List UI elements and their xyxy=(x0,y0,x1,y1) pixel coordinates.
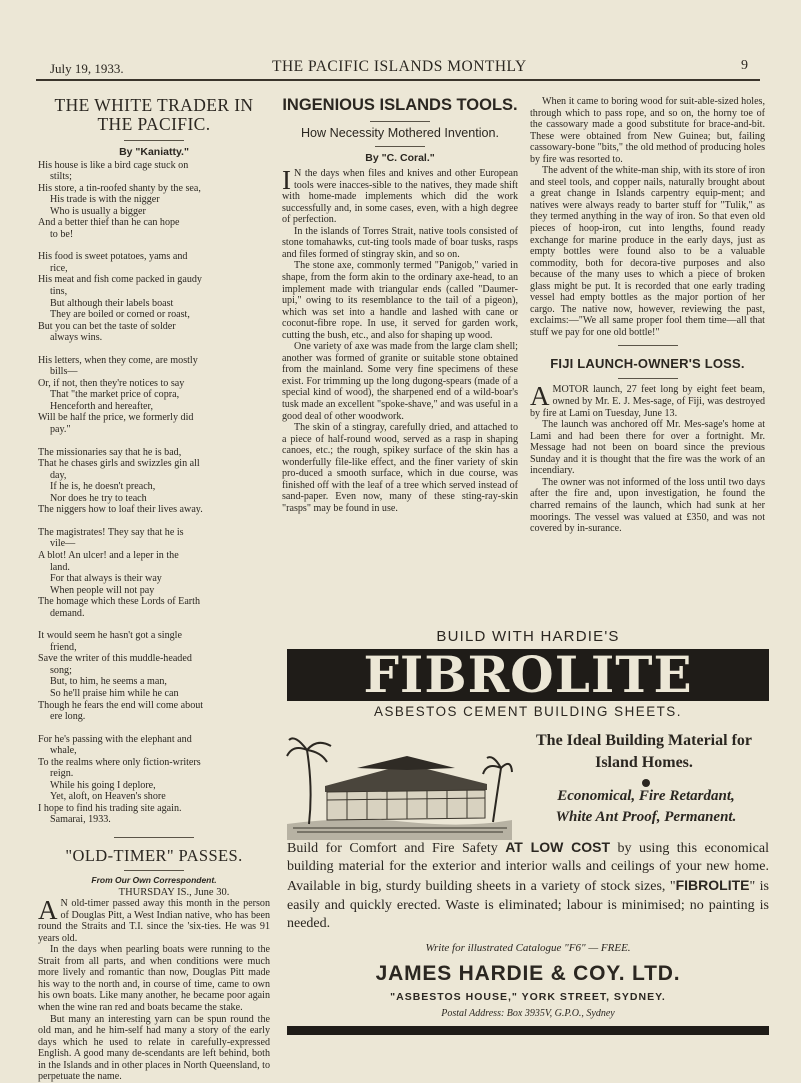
drop-cap: A xyxy=(530,381,550,412)
drop-cap: A xyxy=(38,895,58,926)
poem-stanza xyxy=(38,527,270,619)
ad-body-a: Build for Comfort and Fire Safety xyxy=(287,841,506,856)
poem-stanza xyxy=(38,251,270,343)
ad-postal-address: Postal Address: Box 3935V, G.P.O., Sydney xyxy=(441,1008,615,1019)
verse-line: The magistrates! They say that he is xyxy=(38,526,184,538)
paragraph xyxy=(38,944,270,1013)
paragraph-text: One variety of axe was made from the large clam shell; another was formed of granite or suitable stone obtained from the mainland. Some very fine specimens of these exist. For trimming up the long dugong-spears (made of a special kind of wood), the sharpened end of a wild-boar's tusk made an excellent "spoke-shave," and was useful in a good deal of other woodwork. xyxy=(282,341,518,422)
oldtimer-from: From Our Own Correspondent. xyxy=(91,874,217,885)
verse-line: But although their labels boast xyxy=(50,297,174,309)
verse-line: If he is, he doesn't preach, xyxy=(50,481,156,493)
verse-line: Yet, aloft, on Heaven's shore xyxy=(50,791,166,803)
poem-stanza xyxy=(38,355,270,436)
verse-line: For that always is their way xyxy=(50,573,162,585)
poem-byline: By "Kaniatty." xyxy=(119,146,189,158)
tools-title: INGENIOUS ISLANDS TOOLS. xyxy=(282,96,518,114)
oldtimer-body xyxy=(38,895,270,1083)
paragraph xyxy=(282,422,518,514)
verse-line: vile— xyxy=(50,538,76,550)
ad-address: "ASBESTOS HOUSE," YORK STREET, SYDNEY. xyxy=(390,991,666,1003)
title-rule xyxy=(618,378,678,379)
verse-line: Or, if not, then they're notices to say xyxy=(38,377,185,389)
paragraph-text: The skin of a stingray, carefully dried, and attached to a piece of half-round wood, served as a rasp in shaping canoes, etc.; the rough, spikey surface of the skin has a wonderfully file-like effect, and the finer variety of skin pro-duced a smooth surface, which in due course, was finished off with the leaf of a tree which served instead of sand-paper. Even now, many of these sting-ray-skin "rasps" may be found in use. xyxy=(282,422,518,514)
verse-line: Samarai, 1933. xyxy=(50,814,111,826)
paragraph xyxy=(282,165,518,226)
verse-line: bills— xyxy=(50,366,78,378)
ad-company-name: JAMES HARDIE & COY. LTD. xyxy=(375,962,681,985)
paragraph xyxy=(530,96,765,165)
title-rule xyxy=(370,121,430,122)
page-number: 9 xyxy=(741,58,748,73)
paragraph-text: The stone axe, commonly termed "Panigob," varied in shape, from the form akin to the ordinary axe-head, to an implement made with triangular ends (called "Daumer-upi," owing to its resemblance to the tail of a pigeon), which was set into a handle and lashed with cane or coconut-fibre rope. In use, it served for garden work, cutting the bush, etc., and also for shaping up wood. xyxy=(282,260,518,341)
verse-line: To the realms where only fiction-writers xyxy=(38,756,201,768)
ad-bottom-bar xyxy=(287,1026,769,1035)
paragraph-text: In the days when pearling boats were running to the Strait from all parts, and when conditions were much more lively and romantic than now, Douglas Pitt made his way to the north and, in course of time, came to own his own boats. Like many another, he became poor again when the wine ran red and boats became the stake. xyxy=(38,944,270,1013)
paragraph-text: When it came to boring wood for suit-able-sized holes, through which to pass rope, and so on, the horny toe of the cassowary made a good substitute for brace-and-bit. These were obtained from New Guinea; but, failing cassowary-bone "bits," the old method of producing holes by fire was resorted to. xyxy=(530,96,765,165)
verse-line: So he'll praise him while he can xyxy=(50,687,179,699)
poem-stanza xyxy=(38,447,270,516)
verse-line: For he's passing with the elephant and xyxy=(38,733,192,745)
verse-line: friend, xyxy=(50,641,77,653)
poem-body xyxy=(38,160,270,826)
paragraph xyxy=(530,419,765,477)
verse-line: demand. xyxy=(50,607,85,619)
verse-line: Though he fears the end will come about xyxy=(38,699,204,711)
ad-build-line: BUILD WITH HARDIE'S xyxy=(436,628,620,645)
ad-features-line2: White Ant Proof, Permanent. xyxy=(555,809,737,825)
journal-title: THE PACIFIC ISLANDS MONTHLY xyxy=(272,58,527,75)
verse-line: His food is sweet potatoes, yams and xyxy=(38,251,188,263)
paragraph-text: MOTOR launch, 27 feet long by eight feet beam, owned by Mr. E. J. Mes-sage, of Fiji, was destroyed by fire at Lami on Tuesday, June 13. xyxy=(530,384,765,419)
paragraph-text: The launch was anchored off Mr. Mes-sage's home at Lami and had been there for over a fortnight. Mr. Message had not been on board since the previous Sunday and it is thought that the fire was the work of an incendiary. xyxy=(530,419,765,477)
verse-line: That he chases girls and swizzles gin all xyxy=(38,458,200,470)
verse-line: song; xyxy=(50,664,72,676)
poem-title: THE WHITE TRADER IN THE PACIFIC. xyxy=(54,95,254,134)
poem-stanza xyxy=(38,630,270,722)
header-rule xyxy=(36,79,760,81)
issue-date: July 19, 1933. xyxy=(50,61,124,76)
verse-line: His trade is with the nigger xyxy=(50,194,160,206)
page-header xyxy=(50,58,760,80)
verse-line: The niggers how to loaf their lives away. xyxy=(38,504,203,516)
ad-body-c: " is easily and quickly erected. Waste is eliminated; labour is minimised; no painting is needed. xyxy=(287,879,769,931)
verse-line: And a better thief than he can hope xyxy=(38,217,180,229)
column-left xyxy=(38,96,270,1083)
ad-ideal-heading: The Ideal Building Material for Island Homes. xyxy=(536,732,752,771)
paragraph xyxy=(38,895,270,944)
ad-body-copy xyxy=(287,838,769,933)
verse-line: But, to him, he seems a man, xyxy=(50,676,167,688)
verse-line: whale, xyxy=(50,745,77,757)
verse-line: His meat and fish come packed in gaudy xyxy=(38,274,202,286)
paragraph-text: N old-timer passed away this month in the person of Douglas Pitt, a West Indian native, who has been round the Straits and T.I. since the 'six-ties. He was 91 years old. xyxy=(38,898,270,944)
verse-line: pay." xyxy=(50,424,71,436)
house-illustration xyxy=(287,728,512,840)
title-rule xyxy=(375,146,425,147)
fiji-title: FIJI LAUNCH-OWNER'S LOSS. xyxy=(550,356,745,372)
verse-line: While his going I deplore, xyxy=(50,779,156,791)
fibrolite-advertisement xyxy=(287,628,769,1040)
verse-line: But you can bet the taste of solder xyxy=(38,320,176,332)
oldtimer-dateline: THURSDAY IS., June 30. xyxy=(118,886,230,898)
verse-line: Who is usually a bigger xyxy=(50,205,146,217)
column-middle xyxy=(282,96,518,515)
ad-fibrolite-inline: FIBROLITE xyxy=(675,877,750,894)
verse-line: Henceforth and hereafter, xyxy=(50,400,153,412)
tools-continued xyxy=(530,96,765,338)
verse-line: The homage which these Lords of Earth xyxy=(38,596,201,608)
paragraph xyxy=(282,341,518,422)
verse-line: stilts; xyxy=(50,171,72,183)
ad-catalogue-offer: Write for illustrated Catalogue "F6" — FREE. xyxy=(425,942,631,954)
paragraph-text: In the islands of Torres Strait, native tools consisted of stone tomahawks, cut-ting tools made of boar tusks, rasps and files formed of stingray skin, and so on. xyxy=(282,225,518,260)
tools-subtitle: How Necessity Mothered Invention. xyxy=(300,126,500,140)
paragraph-text: The advent of the white-man ship, with its store of iron and steel tools, and copper nails, naturally brought about a great change in Islands carpentry equip-ment; and natives were always ready to barter stuff for "Tulik," as they termed anything in the way of iron. So that even old pieces of hoop-iron, cut into lengths, found ready exchange for marine produce in the early days, just as empty bottles were found also to be a valuable commodity, both for decora-tive purposes and also because of the many uses to which a piece of broken glass might be put. It is recorded that one early trading vessel had empty bottles as the major portion of her cargo. The native now, however, reviewing the past, exclaims:—"We all same proper fool them time—all that stuff we pay for one old bottle!" xyxy=(530,165,765,338)
ad-tagline: ASBESTOS CEMENT BUILDING SHEETS. xyxy=(374,704,682,719)
verse-line: When people will not pay xyxy=(50,584,155,596)
verse-line: to be! xyxy=(50,228,74,240)
verse-line: That "the market price of copra, xyxy=(50,389,180,401)
verse-line: The missionaries say that he is bad, xyxy=(38,446,182,458)
verse-line: always wins. xyxy=(50,332,103,344)
paragraph xyxy=(282,260,518,341)
oldtimer-title: "OLD-TIMER" PASSES. xyxy=(65,845,243,865)
verse-line: Save the writer of this muddle-headed xyxy=(38,653,192,665)
verse-line: His store, a tin-roofed shanty by the sea, xyxy=(38,182,201,194)
poem-stanza xyxy=(38,734,270,826)
verse-line: day, xyxy=(50,469,67,481)
verse-line: reign. xyxy=(50,768,74,780)
title-rule xyxy=(124,140,184,141)
verse-line: His letters, when they come, are mostly xyxy=(38,354,198,366)
section-rule xyxy=(114,837,194,838)
verse-line: land. xyxy=(50,561,70,573)
title-rule xyxy=(124,870,184,871)
verse-line: I hope to find his trading site again. xyxy=(38,802,182,814)
paragraph-text: N the days when files and knives and other European tools were inacces-sible to the natives, they made shift with home-made implements which did the work successfully and, in some cases, even, with a high degree of perfection. xyxy=(282,168,518,226)
paragraph-text: The owner was not informed of the loss until two days after the fire and, upon investigation, he found the charred remains of the launch, which had sunk at her moorings. The vessel was valued at £350, and was not covered by in-surance. xyxy=(530,476,765,535)
paragraph xyxy=(530,381,765,419)
verse-line: They are boiled or corned or roast, xyxy=(50,309,190,321)
verse-line: ere long. xyxy=(50,711,86,723)
ad-low-cost: AT LOW COST xyxy=(505,839,611,855)
drop-cap: I xyxy=(282,165,291,196)
fibrolite-logo: FIBROLITE xyxy=(287,649,769,701)
paragraph xyxy=(530,165,765,338)
ad-body-b: by using this economical building material for the exterior and interior walls and ceilings of your new home. Available in big, sturdy building sheets in a variety of stock sizes, " xyxy=(287,841,769,895)
paragraph xyxy=(38,1014,270,1083)
poem-stanza xyxy=(38,160,270,241)
verse-line: A blot! An ulcer! and a leper in the xyxy=(38,549,179,561)
verse-line: rice, xyxy=(50,262,68,274)
fiji-body xyxy=(530,381,765,535)
verse-line: His house is like a bird cage stuck on xyxy=(38,159,189,171)
verse-line: tins, xyxy=(50,286,68,298)
paragraph xyxy=(282,226,518,261)
paragraph xyxy=(530,477,765,535)
ad-features-line1: Economical, Fire Retardant, xyxy=(557,788,735,804)
ad-features xyxy=(521,786,771,828)
paragraph-text: But many an interesting yarn can be spun round the old man, and he him-self had many a story of the early days which he used to relate in carefully-expressed English. A good many de-scendants are left behind, both in the Islands and in other places in North Queensland, to perpetuate the name. xyxy=(38,1013,270,1083)
column-right xyxy=(530,96,765,535)
verse-line: Nor does he try to teach xyxy=(50,492,147,504)
tools-byline: By "C. Coral." xyxy=(365,151,435,164)
verse-line: It would seem he hasn't got a single xyxy=(38,630,182,642)
tools-body xyxy=(282,165,518,514)
section-rule xyxy=(618,345,678,346)
verse-line: Will be half the price, we formerly did xyxy=(38,412,194,424)
